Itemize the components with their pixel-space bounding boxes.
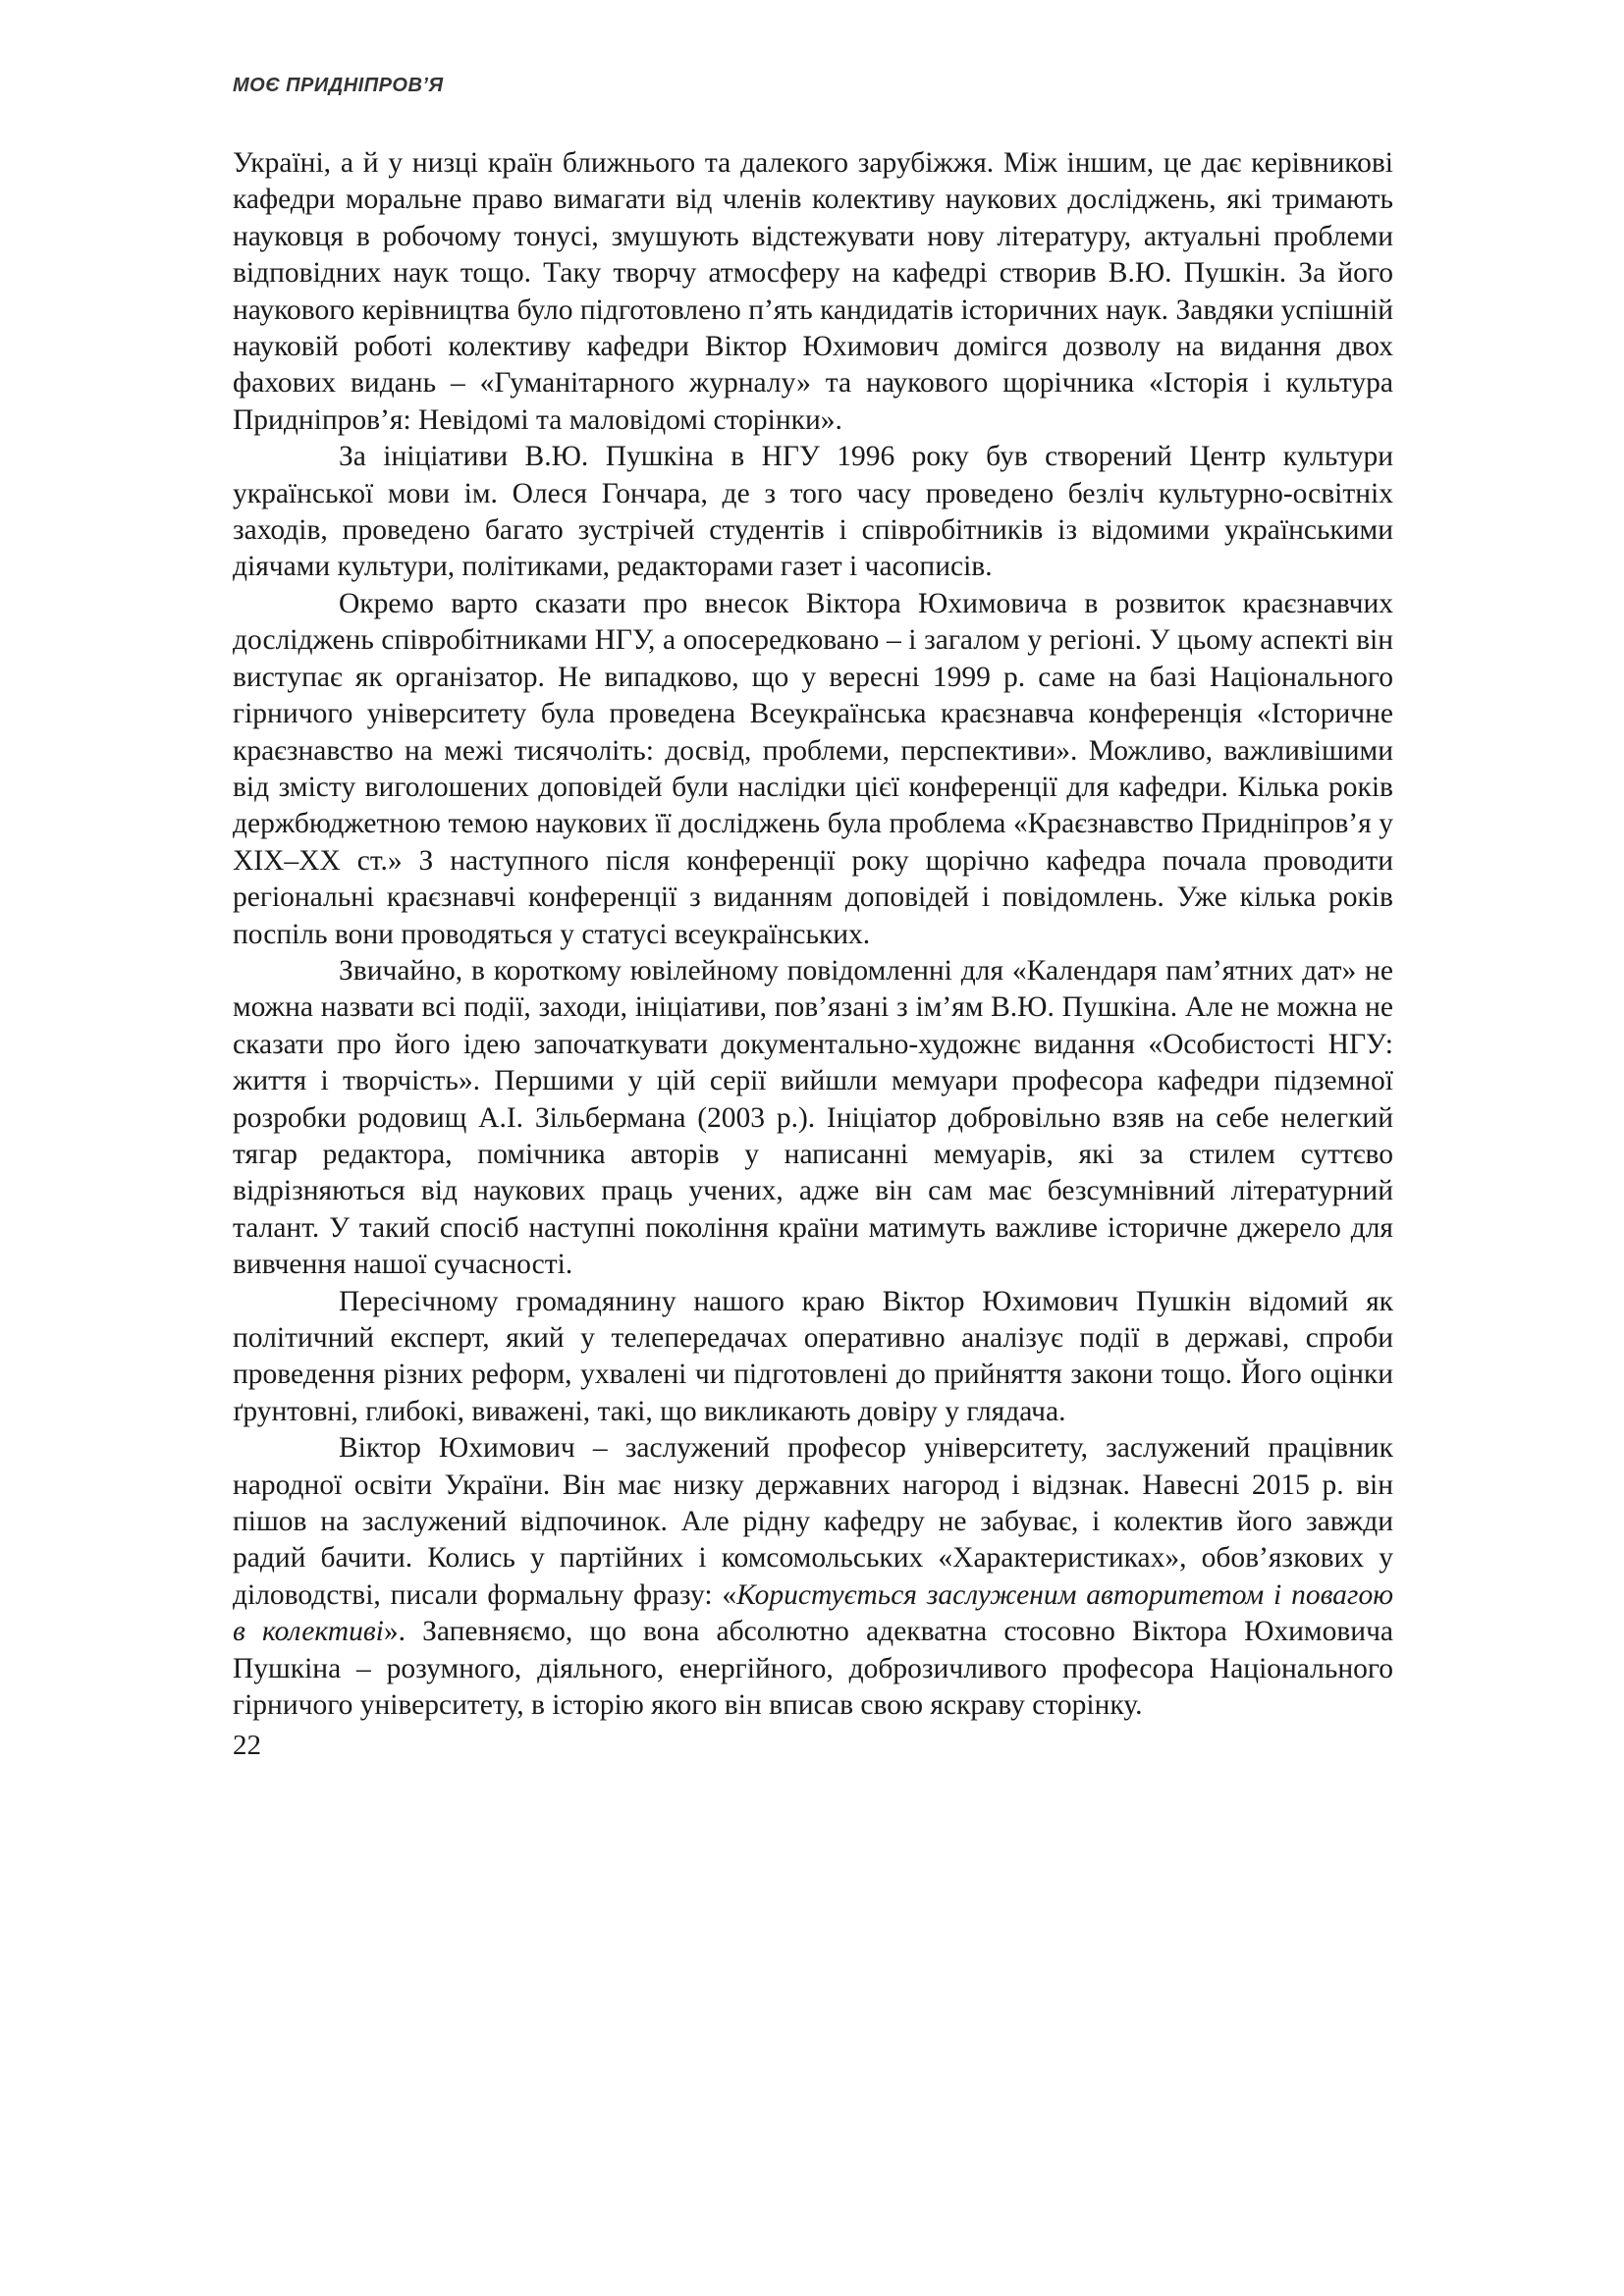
paragraph-6 <box>233 1430 1393 1724</box>
running-header: МОЄ ПРИДНІПРОВ’Я <box>233 75 444 96</box>
article-body <box>233 145 1393 1724</box>
paragraph-5: Пересічному громадянину нашого краю Віктор Юхимович Пушкін відомий як політичний експерт, який у телепередачах оперативно аналізує події в державі, спроби проведення різних реформ, ухвалені чи підготовлені до прийняття закони тощо. Його оцінки ґрунтовні, глибокі, виважені, такі, що викликають довіру у глядача. <box>233 1285 1393 1427</box>
paragraph-6-lead: Віктор Юхимович – заслужений професор університету, заслужений працівник народної освіти України. Він має низку державних нагород і відзнак. Навесні 2015 р. він пішов на заслужений відпочинок. Але рідну кафедру не забуває, і колектив його завжди радий бачити. Колись у партійних і комсомольських «Характеристиках», обов’язкових у діловодстві, писали формальну фразу: « <box>233 1432 1393 1611</box>
paragraph-4: Звичайно, в короткому ювілейному повідомленні для «Календаря пам’ятних дат» не можна назвати всі події, заходи, ініціативи, пов’язані з ім’ям В.Ю. Пушкіна. Але не можна не сказати про його ідею започаткувати документально-художнє видання «Особистості НГУ: життя і творчість». Першими у цій серії вийшли мемуари професора кафедри підземної розробки родовищ А.І. Зільбермана (2003 р.). Ініціатор добровільно взяв на себе нелегкий тягар редактора, помічника авторів у написанні мемуарів, які за стилем суттєво відрізняються від наукових праць учених, адже він сам має безсумнівний літературний талант. У такий спосіб наступні покоління країни матимуть важливе історичне джерело для вивчення нашої сучасності. <box>233 954 1393 1281</box>
quoted-phrase: Користується заслуженим авторитетом і повагою в колективі <box>233 1578 1393 1648</box>
paragraph-3: Окремо варто сказати про внесок Віктора Юхимовича в розвиток краєзнавчих досліджень співробітниками НГУ, а опосередковано – і загалом у регіоні. У цьому аспекті він виступає як організатор. Не випадково, що у вересні 1999 р. саме на базі Національного гірничого університету була проведена Всеукраїнська краєзнавча конференція «Історичне краєзнавство на межі тисячоліть: досвід, проблеми, перспективи». Можливо, важливішими від змісту виголошених доповідей були наслідки цієї конференції для кафедри. Кілька років держбюджетною темою наукових її досліджень була проблема «Краєзнавство Придніпров’я у XIX–XX ст.» З наступного після конференції року щорічно кафедра почала проводити регіональні краєзнавчі конференції з виданням доповідей і повідомлень. Уже кілька років поспіль вони проводяться у статусі всеукраїнських. <box>233 587 1393 950</box>
page-number: 22 <box>233 1730 261 1761</box>
paragraph-6-tail: ». Запевняємо, що вона абсолютно адекватна стосовно Віктора Юхимовича Пушкіна – розумного, діяльного, енергійного, доброзичливого професора Національного гірничого університету, в історію якого він вписав свою яскраву сторінку. <box>233 1616 1393 1722</box>
paragraph-2: За ініціативи В.Ю. Пушкіна в НГУ 1996 року був створений Центр культури української мови ім. Олеся Гончара, де з того часу проведено безліч культурно-освітніх заходів, проведено багато зустрічей студентів і співробітників із відомими українськими діячами культури, політиками, редакторами газет і часописів. <box>233 441 1393 583</box>
paragraph-1: Україні, а й у низці країн ближнього та далекого зарубіжжя. Між іншим, це дає керівникові кафедри моральне право вимагати від членів колективу наукових досліджень, які тримають науковця в робочому тонусі, змушують відстежувати нову літературу, актуальні проблеми відповідних наук тощо. Таку творчу атмосферу на кафедрі створив В.Ю. Пушкін. За його наукового керівництва було підготовлено п’ять кандидатів історичних наук. Завдяки успішній науковій роботі колективу кафедри Віктор Юхимович домігся дозволу на видання двох фахових видань – «Гуманітарного журналу» та наукового щорічника «Історія і культура Придніпров’я: Невідомі та маловідомі сторінки». <box>233 147 1393 436</box>
